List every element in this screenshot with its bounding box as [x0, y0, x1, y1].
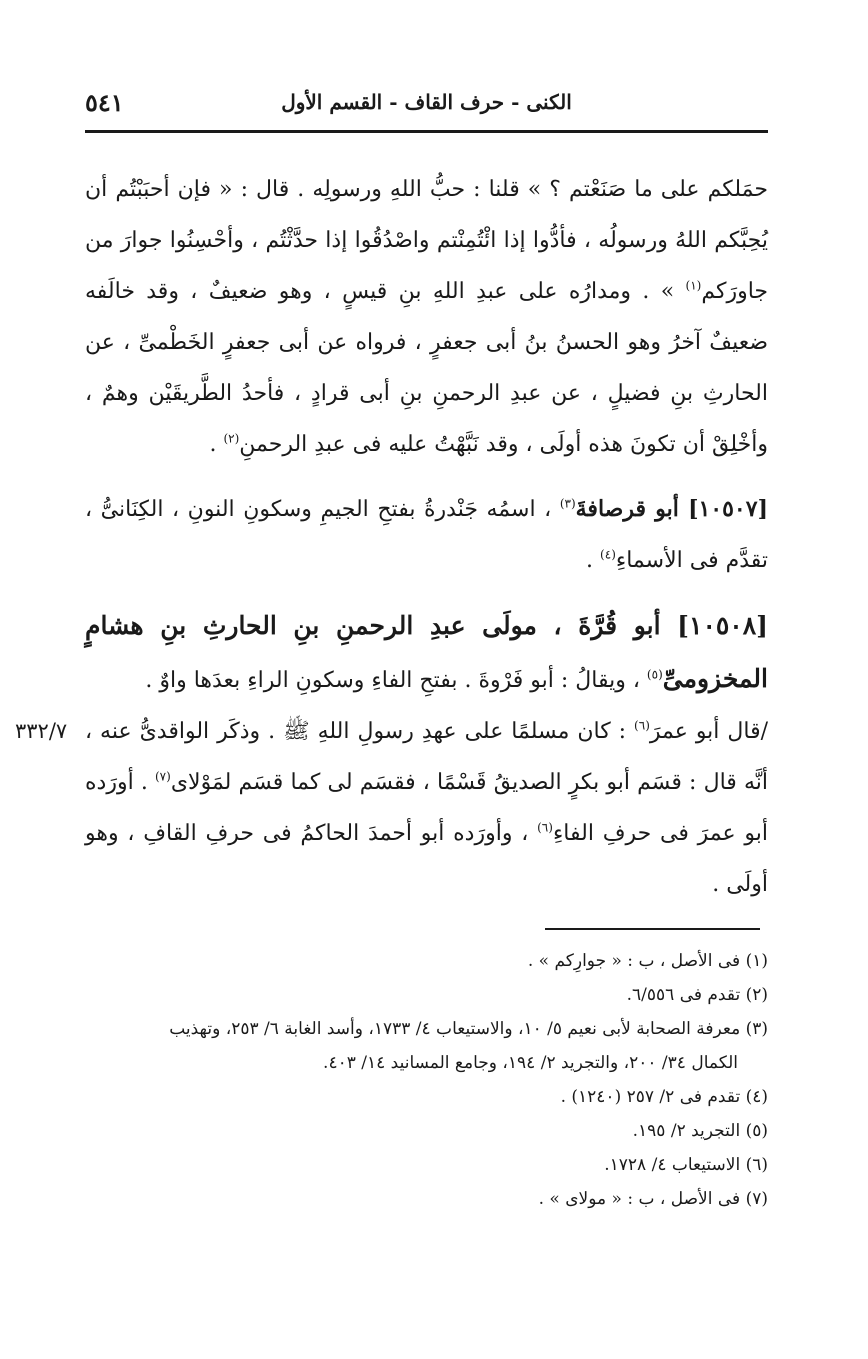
page-number: ٥٤١: [85, 88, 124, 117]
text-run: .: [209, 432, 224, 457]
footnote-ref[interactable]: (٦): [537, 820, 553, 835]
footnote-3: (٣) معرفة الصحابة لأبى نعيم ٥/ ١٠، والاستيعاب ٤/ ١٧٣٣، وأسد الغابة ٦/ ٢٥٣، وتهذيب: [169, 1019, 768, 1039]
footnote-1: (١) فى الأصل ، ب : « جوارِكم » .: [527, 951, 768, 971]
footnote-rule: [545, 928, 760, 930]
footnote-4: (٤) تقدم فى ٢/ ٢٥٧ (١٢٤٠) .: [560, 1087, 768, 1107]
entry-name: أبو قرصافةَ: [575, 496, 689, 522]
footnote-7: (٧) فى الأصل ، ب : « مولاى » .: [538, 1189, 768, 1209]
footnote-3-continued: الكمال ٣٤/ ٢٠٠، والتجريد ٢/ ١٩٤، وجامع المسانيد ١٤/ ٤٠٣.: [323, 1053, 738, 1073]
footnote-ref[interactable]: (٣): [559, 496, 576, 511]
entry-number: [١٠٥٠٨]: [677, 611, 768, 640]
spacer: [85, 586, 768, 600]
footnote-ref[interactable]: (٧): [154, 769, 171, 784]
text-run: .: [586, 548, 601, 573]
text-run: » . ومدارُه على عبدِ اللهِ بنِ قيسٍ ، وهو ضعيفٌ ، وقد خالَفه ضعيفٌ آخرُ وهو الحسنُ بنُ أبى جعفرٍ ، فرواه عن أبى جعفرٍ الخَطْمىِّ ، عن الحارثِ بنِ فضيلٍ ، عن عبدِ الرحمنِ بنِ أبى قرادٍ ، فأحدُ الطَّريقَيْن وهمٌ ، وأخْلِقْ أن تكونَ هذه أولَى ، وقد نَبَّهْتُ عليه فى عبدِ الرحمنِ: [85, 279, 768, 457]
text-run: : كان مسلمًا على عهدِ رسولِ اللهِ ﷺ . وذكَر الواقدىُّ عنه ، أنَّه قال : قسَم أبو بكرٍ الصديقُ قَسْمًا ، فقسَم لى كما قسَم لمَوْلاى: [85, 719, 768, 795]
footnote-ref[interactable]: (٢): [223, 431, 240, 446]
footnote-ref[interactable]: (٥): [646, 667, 663, 682]
text-run: ، وأورَده أبو أحمدَ الحاكمُ فى حرفِ القافِ ، وهو أولَى .: [85, 821, 768, 897]
paragraph-abu-umar: [85, 706, 768, 910]
entry-number: [١٠٥٠٧]: [688, 496, 768, 522]
footnote-ref[interactable]: (٤): [600, 547, 616, 562]
entry-name: أبو قُرَّةَ ، مولَى عبدِ الرحمنِ بنِ الحارثِ بنِ هشامٍ المخزومىِّ: [85, 611, 768, 693]
running-title: الكنى - حرف القاف - القسم الأول: [281, 90, 572, 114]
footnote-5: (٥) التجريد ٢/ ١٩٥.: [632, 1121, 768, 1141]
text-run: ، اسمُه جَنْدرةُ بفتحِ الجيمِ وسكونِ النونِ ، الكِنَانىُّ ، تقدَّم فى الأسماءِ: [85, 497, 768, 573]
paragraph-wrapper: [15, 706, 769, 910]
page-header: [85, 82, 768, 122]
margin-note: ٣٣٢/٧: [15, 719, 68, 743]
text-run: حمَلكم على ما صَنَعْتم ؟ » قلنا : حبُّ اللهِ ورسولِه . قال : « فإن أحبَبْتُم أن يُحِبَّكم اللهُ ورسولُه ، فأدُّوا إذا ائْتُمِنْتم واصْدُقُوا إذا حدَّثْتُم ، وأحْسِنُوا جوارَ من جاورَكم: [85, 177, 768, 304]
text-run: . أورَده أبو عمرَ فى حرفِ الفاءِ: [85, 770, 769, 846]
entry-10507: [85, 484, 768, 586]
spacer: [85, 470, 768, 484]
main-text: [15, 164, 769, 910]
footnotes: [85, 944, 768, 1216]
header-rule: [85, 130, 768, 133]
entry-10508: [85, 600, 768, 706]
text-run: /قال أبو عمرَ: [649, 719, 768, 744]
text-run: ، ويقالُ : أبو فَرْوةَ . بفتحِ الفاءِ وسكونِ الراءِ بعدَها واوٌ .: [145, 668, 647, 693]
footnote-6: (٦) الاستيعاب ٤/ ١٧٢٨.: [604, 1155, 768, 1175]
footnote-ref[interactable]: (١): [685, 278, 702, 293]
footnote-2: (٢) تقدم فى ٦/٥٥٦.: [626, 985, 768, 1005]
footnote-ref[interactable]: (٦): [634, 718, 650, 733]
paragraph-hadith: [85, 164, 768, 470]
